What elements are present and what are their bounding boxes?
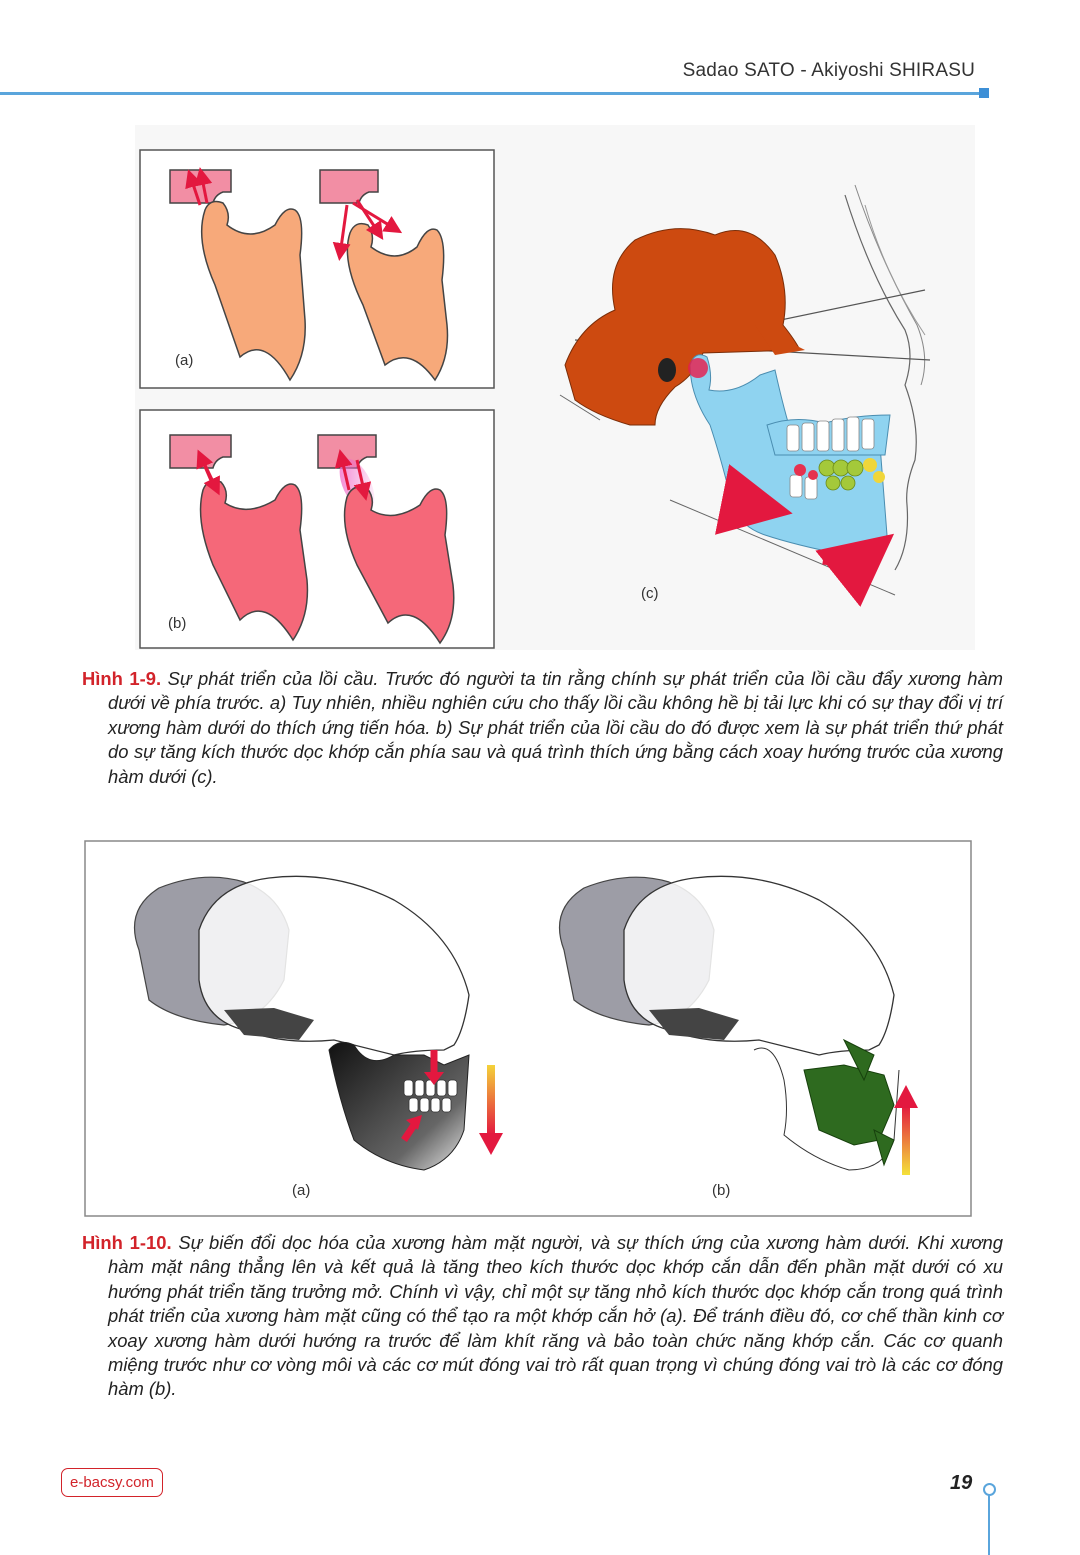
figure-1-10-caption [82, 1231, 1003, 1402]
panel-a-condyle-diagram [140, 150, 494, 388]
panel-a-label: (a) [175, 352, 194, 369]
header-square [979, 88, 989, 98]
footer-line [988, 1495, 990, 1555]
figure-1-9 [135, 125, 975, 650]
figure-1-10-caption-label: Hình 1-10. [82, 1232, 172, 1253]
header-rule [0, 92, 984, 95]
panel-b-label: (b) [168, 615, 187, 632]
figure-1-9-caption-label: Hình 1-9. [82, 668, 162, 689]
header-author: Sadao SATO - Akiyoshi SHIRASU [682, 60, 975, 81]
figure-1-10 [84, 840, 972, 1217]
figure-1-9-caption-text: Sự phát triển của lồi cầu. Trước đó người ta tin rằng chính sự phát triển của lồi cầu đẩy xương hàm dưới về phía trước. a) Tuy nhiên, nhiều nghiên cứu cho thấy lồi cầu không hề bị tải lực khi có sự thay đổi vị trí xương hàm dưới do thích ứng tiến hóa. b) Sự phát triển của lồi cầu do đó được xem là sự phát triển thứ phát do sự tăng kích thước dọc khớp cắn phía sau và quá trình thích ứng bằng cách xoay hướng trước của xương hàm dưới (c). [108, 668, 1003, 787]
panel-b-condyle-diagram [140, 410, 494, 648]
panel-a-label-fig10: (a) [292, 1182, 311, 1199]
panel-c-label: (c) [641, 585, 659, 602]
panel-b-label-fig10: (b) [712, 1182, 731, 1199]
figure-1-9-caption [82, 667, 1003, 789]
footer-site-link[interactable]: e-bacsy.com [61, 1468, 163, 1497]
figure-1-10-caption-text: Sự biến đổi dọc hóa của xương hàm mặt người, và sự thích ứng của xương hàm dưới. Khi xương hàm mặt nâng thẳng lên và kết quả là tăng theo kích thước dọc khớp cắn dẫn đến phần mặt dưới có xu hướng phát triển tăng trưởng mở. Chính vì vậy, chỉ một sự tăng nhỏ kích thước dọc khớp cắn trong quá trình phát triển của xương hàm mặt cũng có thể tạo ra một khớp cắn hở (a). Để tránh điều đó, cơ chế thần kinh cơ xoay xương hàm dưới hướng ra trước để làm khít răng và bảo toàn chức năng khớp cắn. Các cơ quanh miệng trước như cơ vòng môi và các cơ mút đóng vai trò rất quan trọng vì chúng đóng vai trò là các cơ đóng hàm (b). [108, 1232, 1003, 1400]
page-number: 19 [950, 1472, 973, 1494]
panel-c-skull-diagram [505, 145, 970, 645]
